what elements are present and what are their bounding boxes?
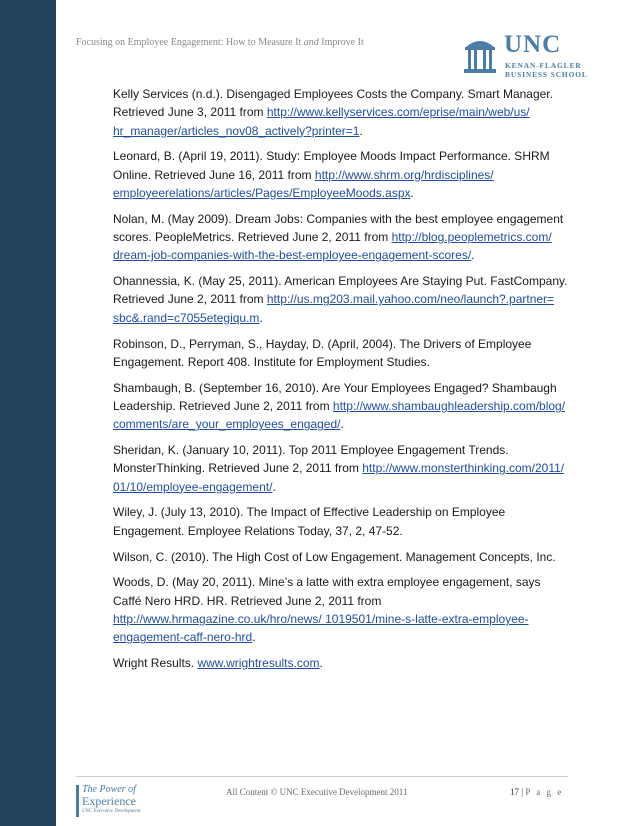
reference-entry — [113, 379, 569, 434]
reference-link[interactable]: http://www.kellyservices.com/eprise/main/web/us/ hr_manager/articles_nov08_actively?printer=1 — [113, 105, 530, 138]
reference-entry — [113, 441, 569, 496]
reference-text: Nolan, M. (May 2009). Dream Jobs: Companies with the best employee engagement scores. PeopleMetrics. Retrieved June 2, 2011 from — [113, 211, 564, 245]
footer-copyright: All Content © UNC Executive Development 2011 — [226, 787, 408, 797]
footer-divider — [76, 776, 568, 777]
reference-trailing-punctuation: . — [410, 185, 414, 200]
reference-entry — [113, 503, 569, 540]
page-label: P a g e — [525, 787, 564, 797]
footer-page-number — [510, 787, 563, 797]
reference-link[interactable]: http://www.hrmagazine.co.uk/hro/news/ 1019501/mine-s-latte-extra-employee-engagement-caff-nero-hrd — [113, 611, 529, 645]
reference-text: Robinson, D., Perryman, S., Hayday, D. (April, 2004). The Drivers of Employee Engagement. Report 408. Institute for Employment Studies. — [113, 336, 532, 369]
logo-school-line1: KENAN-FLAGLER — [505, 61, 582, 70]
logo-experience-text: Experience — [82, 794, 136, 808]
old-well-icon — [462, 35, 498, 75]
reference-link[interactable]: www.wrightresults.com — [197, 656, 320, 671]
reference-text: Shambaugh, B. (September 16, 2010). Are Your Employees Engaged? Shambaugh Leadership. Retrieved June 2, 2011 from — [113, 380, 557, 413]
reference-link[interactable]: http://blog.peoplemetrics.com/ dream-job-companies-with-the-best-employee-engagement-scores/ — [113, 230, 552, 263]
reference-entry — [113, 548, 569, 566]
document-running-title — [76, 37, 364, 48]
reference-trailing-punctuation: . — [359, 123, 363, 138]
reference-text: Kelly Services (n.d.). Disengaged Employees Costs the Company. Smart Manager. Retrieved June 3, 2011 from — [113, 87, 553, 120]
reference-entry — [113, 573, 569, 646]
reference-list — [113, 85, 569, 680]
reference-text: Ohannessia, K. (May 25, 2011). American Employees Are Staying Put. FastCompany. Retrieved June 2, 2011 from — [113, 274, 568, 307]
reference-link[interactable]: http://us.mg203.mail.yahoo.com/neo/launch?.partner= sbc&.rand=c7055etegiqu.m — [113, 292, 555, 325]
reference-text: Woods, D. (May 20, 2011). Mine’s a latte with extra employee engagement, says Caffé Nero HRD. HR. Retrieved June 2, 2011 from — [113, 575, 541, 608]
reference-text: Leonard, B. (April 19, 2011). Study: Employee Moods Impact Performance. SHRM Online. Retrieved June 16, 2011 from — [113, 149, 550, 182]
reference-entry — [113, 654, 569, 672]
reference-trailing-punctuation: . — [319, 656, 323, 671]
running-title-part2: Improve It — [318, 37, 364, 48]
logo-unc-exec-text: UNC Executive Development — [82, 809, 141, 814]
logo-unc-text: UNC — [504, 31, 562, 58]
reference-text: Sheridan, K. (January 10, 2011). Top 2011 Employee Engagement Trends. MonsterThinking. Retrieved June 2, 2011 from — [113, 443, 509, 476]
reference-entry — [113, 210, 569, 265]
reference-trailing-punctuation: . — [252, 630, 256, 645]
reference-entry — [113, 85, 569, 140]
logo-school-line2: BUSINESS SCHOOL — [505, 70, 588, 79]
unc-kenan-flagler-logo — [462, 31, 588, 79]
reference-entry — [113, 272, 569, 327]
reference-text: Wright Results. — [113, 656, 198, 671]
logo-accent-bar — [76, 785, 79, 817]
running-title-part1: Focusing on Employee Engagement: How to Measure It — [76, 37, 304, 48]
logo-power-of-text: The Power of — [82, 784, 136, 795]
running-title-italic: and — [303, 37, 319, 48]
reference-trailing-punctuation: . — [259, 310, 263, 325]
reference-link[interactable]: http://www.shambaughleadership.com/blog/ comments/are_your_employees_engaged/ — [113, 398, 566, 432]
reference-entry — [113, 147, 569, 202]
reference-text: Wilson, C. (2010). The High Cost of Low Engagement. Management Concepts, Inc. — [113, 549, 556, 564]
reference-trailing-punctuation: . — [340, 417, 344, 432]
page-separator: | — [521, 787, 524, 797]
power-of-experience-logo — [76, 784, 166, 820]
page-number: 17 — [510, 787, 519, 797]
left-sidebar-band — [0, 0, 56, 826]
reference-link[interactable]: http://www.shrm.org/hrdisciplines/ employeerelations/articles/Pages/EmployeeMoods.aspx — [113, 167, 494, 200]
reference-trailing-punctuation: . — [471, 248, 475, 263]
reference-entry — [113, 335, 569, 372]
reference-link[interactable]: http://www.monsterthinking.com/2011/ 01/10/employee-engagement/ — [113, 461, 565, 494]
reference-trailing-punctuation: . — [272, 479, 276, 494]
reference-text: Wiley, J. (July 13, 2010). The Impact of Effective Leadership on Employee Engagement. Employee Relations Today, 37, 2, 47-52. — [113, 505, 506, 538]
